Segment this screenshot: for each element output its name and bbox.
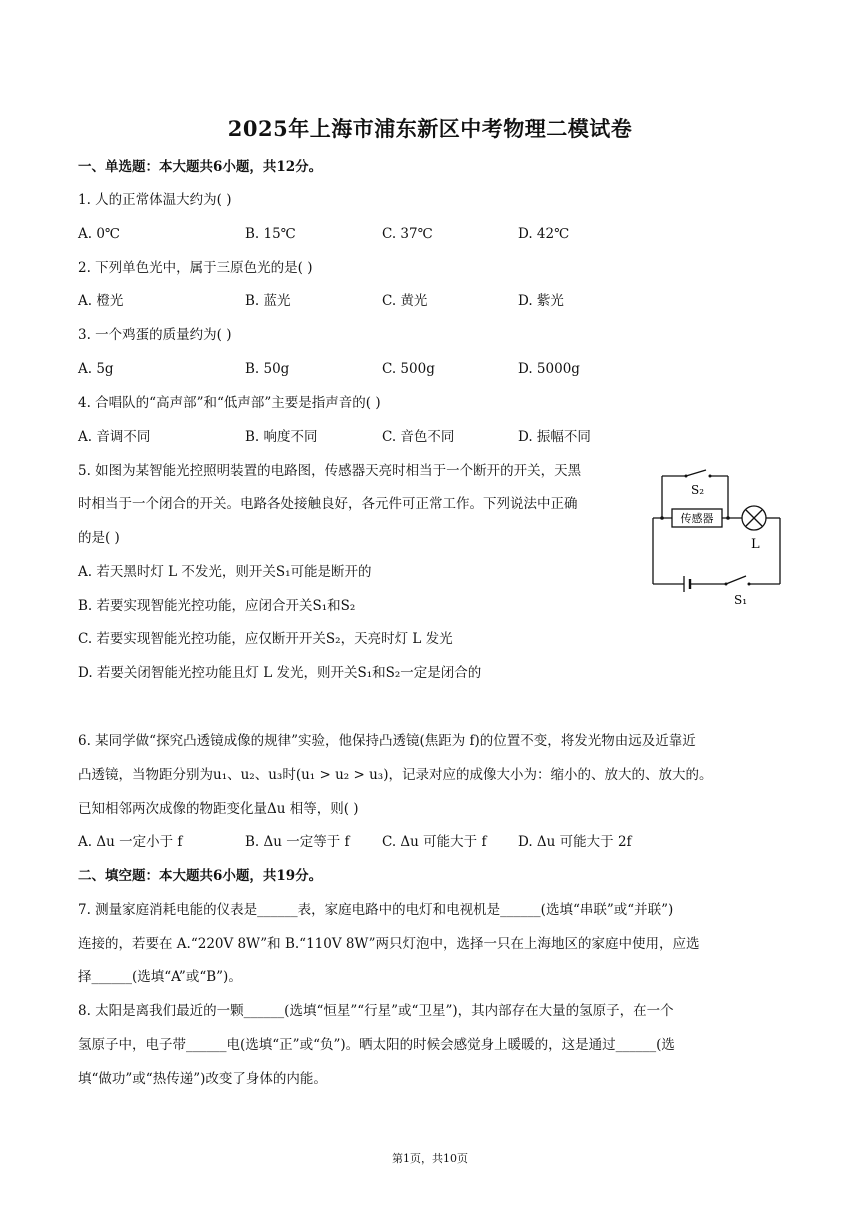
q4-option-b: B. 响度不同 [245,429,318,445]
question-8-line-2: 氢原子中，电子带______电(选填“正”或“负”)。晒太阳的时候会感觉身上暖暖的，这是通过______(选 [78,1037,675,1053]
q4-option-c: C. 音色不同 [382,429,455,445]
switch-s2-blade [686,470,706,476]
switch-contact [725,583,728,586]
q1-option-d: D. 42℃ [518,226,570,242]
q5-option-a: A. 若天黑时灯 L 不发光，则开关S₁可能是断开的 [78,564,372,580]
section-heading-single-choice: 一、单选题：本大题共6小题，共12分。 [78,159,323,175]
q2-option-d: D. 紫光 [518,293,564,309]
question-5-stem-line-3: 的是( ) [78,530,120,546]
switch-contact [748,583,751,586]
section-heading-fill-in: 二、填空题：本大题共6小题，共19分。 [78,868,323,884]
question-8-line-3: 填“做功”或“热传递”)改变了身体的内能。 [78,1071,327,1087]
page-footer: 第1页，共10页 [392,1152,468,1165]
question-6-stem-line-2: 凸透镜，当物距分别为u₁、u₂、u₃时(u₁ > u₂ > u₃)，记录对应的成像大小为：缩小的、放大的、放大的。 [78,767,713,783]
page-title: 2025年上海市浦东新区中考物理二模试卷 [227,116,633,141]
q1-option-c: C. 37℃ [382,226,433,242]
q5-option-b: B. 若要实现智能光控功能，应闭合开关S₁和S₂ [78,598,356,614]
question-6-stem-line-1: 6. 某同学做“探究凸透镜成像的规律”实验，他保持凸透镜(焦距为 f)的位置不变，将发光物由远及近靠近 [78,733,696,749]
q2-option-b: B. 蓝光 [245,293,291,309]
question-7-line-2: 连接的，若要在 A.“220V 8W”和 B.“110V 8W”两只灯泡中，选择一只在上海地区的家庭中使用，应选 [78,936,700,952]
q5-option-d: D. 若要关闭智能光控功能且灯 L 发光，则开关S₁和S₂一定是闭合的 [78,665,482,681]
junction-dot [660,516,664,520]
switch-contact [709,475,712,478]
q2-option-a: A. 橙光 [78,293,124,309]
question-5-stem-line-2: 时相当于一个闭合的开关。电路各处接触良好，各元件可正常工作。下列说法中正确 [78,496,578,512]
question-3-stem: 3. 一个鸡蛋的质量约为( ) [78,327,232,343]
q6-option-c: C. Δu 可能大于 f [382,834,487,850]
question-7-line-3: 择______(选填“A”或“B”)。 [78,969,242,985]
q4-option-a: A. 音调不同 [78,429,151,445]
question-8-line-1: 8. 太阳是离我们最近的一颗______(选填“恒星”“行星”或“卫星”)，其内部存在大量的氢原子，在一个 [78,1003,674,1019]
question-1-stem: 1. 人的正常体温大约为( ) [78,192,232,208]
switch-contact [685,475,688,478]
question-6-stem-line-3: 已知相邻两次成像的物距变化量Δu 相等，则( ) [78,801,359,817]
switch-s2-label: S₂ [691,483,705,497]
q6-option-d: D. Δu 可能大于 2f [518,834,632,850]
q6-option-a: A. Δu 一定小于 f [78,834,183,850]
q1-option-a: A. 0℃ [78,226,121,242]
q5-option-c: C. 若要实现智能光控功能，应仅断开开关S₂，天亮时灯 L 发光 [78,631,453,647]
q3-option-c: C. 500g [382,361,435,377]
q1-option-b: B. 15℃ [245,226,296,242]
q3-option-b: B. 50g [245,361,290,377]
question-5-stem-line-1: 5. 如图为某智能光控照明装置的电路图，传感器天亮时相当于一个断开的开关，天黑 [78,463,582,479]
sensor-label: 传感器 [680,512,714,525]
question-2-stem: 2. 下列单色光中，属于三原色光的是( ) [78,260,313,276]
q3-option-a: A. 5g [78,361,114,377]
question-7-line-1: 7. 测量家庭消耗电能的仪表是______表，家庭电路中的电灯和电视机是______(选填“串联”或“并联”) [78,902,674,918]
q4-option-d: D. 振幅不同 [518,429,591,445]
switch-s1-blade [726,576,746,584]
switch-s1-label: S₁ [734,593,748,607]
junction-dot [726,516,730,520]
lamp-label: L [751,537,760,552]
circuit-diagram [646,460,788,612]
q2-option-c: C. 黄光 [382,293,428,309]
question-4-stem: 4. 合唱队的“高声部”和“低声部”主要是指声音的( ) [78,395,381,411]
q3-option-d: D. 5000g [518,361,580,377]
q6-option-b: B. Δu 一定等于 f [245,834,350,850]
